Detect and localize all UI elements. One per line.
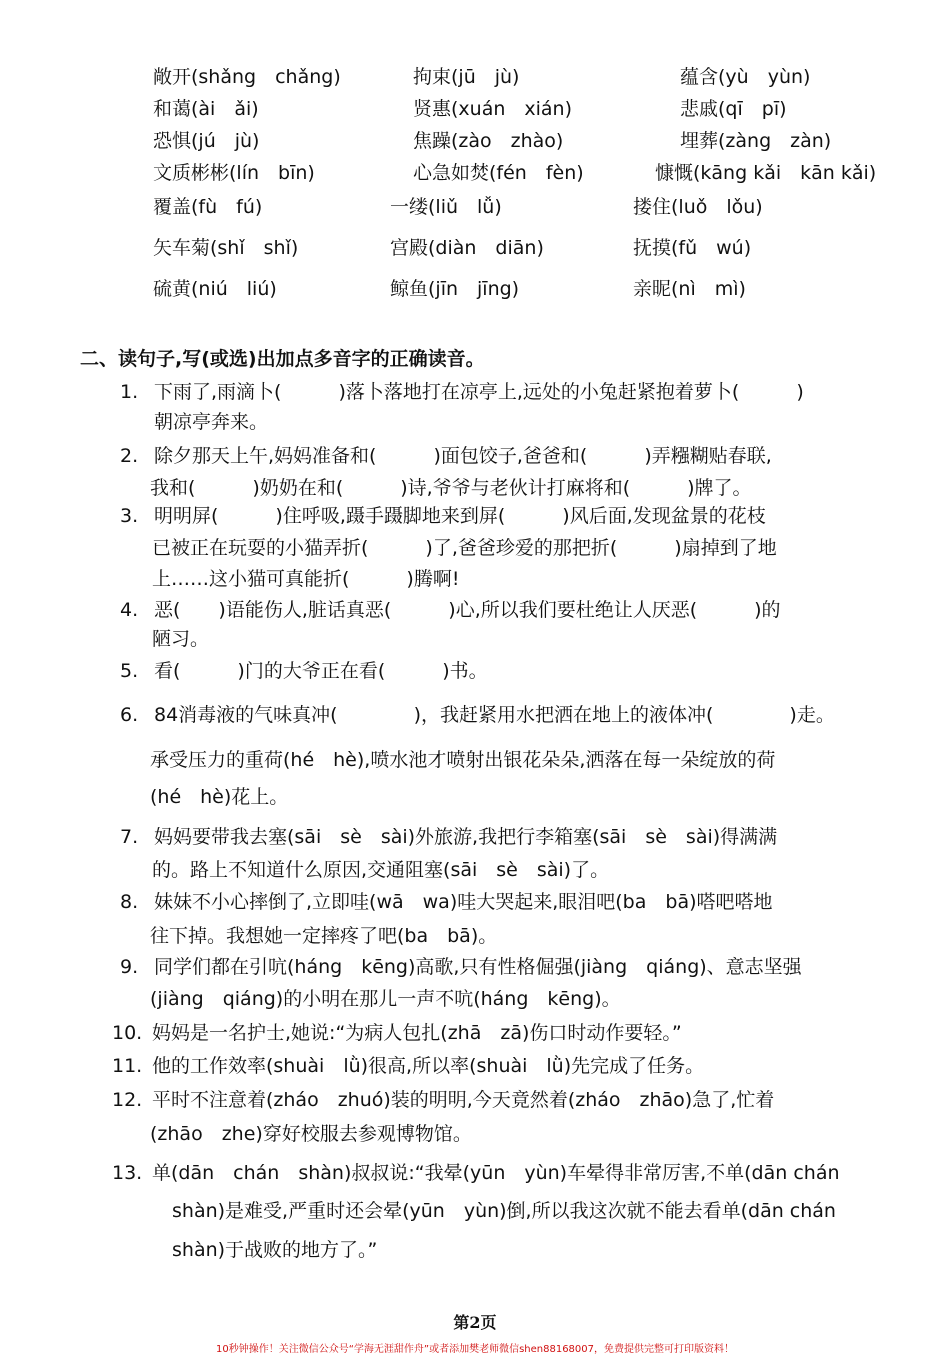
exercise-line <box>152 625 209 653</box>
exercise-line <box>112 1159 840 1187</box>
exercise-line <box>172 1236 377 1264</box>
word-item: 敞开(shǎng chǎng) <box>153 66 341 88</box>
exercise-line <box>154 408 268 436</box>
question-text: 单(dān chán shàn)叔叔说:“我晕(yūn yùn)车晕得非常厉害,不单(dān chán <box>152 1162 840 1184</box>
exercise-line <box>150 746 775 774</box>
question-text: 妈妈是一名护士,她说:“为病人包扎(zhā zā)伤口时动作要轻。” <box>152 1022 682 1044</box>
word-item: 宫殿(diàn diān) <box>390 237 544 259</box>
word-item: 硫黄(niú liú) <box>153 278 277 300</box>
word-item: 鲸鱼(jīn jīng) <box>390 278 520 300</box>
question-number: 13. <box>112 1162 143 1184</box>
word-item: 亲昵(nì mì) <box>633 278 746 300</box>
word-item: 搂住(luǒ lǒu) <box>633 196 763 218</box>
question-number: 9. <box>120 956 139 978</box>
question-text: 陋习。 <box>152 628 210 650</box>
question-text: 恶( )语能伤人,脏话真恶( )心,所以我们要杜绝让人厌恶( )的 <box>154 599 781 621</box>
word-item: 文质彬彬(lín bīn) <box>153 162 315 184</box>
exercise-line <box>150 474 752 502</box>
question-text: (jiàng qiáng)的小明在那儿一声不吭(háng kēng)。 <box>150 988 621 1010</box>
exercise-line <box>112 1086 774 1114</box>
word-item: 焦躁(zào zhào) <box>413 130 564 152</box>
question-number: 8. <box>120 891 139 913</box>
exercise-line <box>112 1052 704 1080</box>
word-item: 慷慨(kāng kǎi kān kǎi) <box>655 162 877 184</box>
question-text: 的。路上不知道什么原因,交通阻塞(sāi sè sài)了。 <box>152 859 610 881</box>
page-number: 第2页 <box>453 1313 497 1332</box>
question-text: 看( )门的大爷正在看( )书。 <box>154 660 488 682</box>
question-number: 6. <box>120 704 139 726</box>
exercise-line <box>150 783 288 811</box>
question-number: 2. <box>120 445 139 467</box>
question-text: 84消毒液的气味真冲( )，我赶紧用水把洒在地上的液体冲( )走。 <box>154 704 835 726</box>
question-text: shàn)于战败的地方了。” <box>172 1239 378 1261</box>
question-text: 已被正在玩耍的小猫弄折( )了,爸爸珍爱的那把折( )扇掉到了地 <box>152 537 777 559</box>
exercise-line <box>120 657 488 685</box>
word-item: 贤惠(xuán xián) <box>413 98 573 120</box>
exercise-line <box>120 442 772 470</box>
word-item: 拘束(jū jù) <box>413 66 520 88</box>
exercise-line <box>120 502 766 530</box>
exercise-line <box>152 534 777 562</box>
word-item: 埋葬(zàng zàn) <box>680 130 832 152</box>
question-number: 10. <box>112 1022 143 1044</box>
question-text: (zhāo zhe)穿好校服去参观博物馆。 <box>150 1123 472 1145</box>
word-item: 和蔼(ài ǎi) <box>153 98 259 120</box>
question-number: 12. <box>112 1089 143 1111</box>
question-number: 3. <box>120 505 139 527</box>
question-number: 5. <box>120 660 139 682</box>
exercise-line <box>120 378 804 406</box>
exercise-line <box>150 922 497 950</box>
exercise-line <box>120 953 802 981</box>
question-text: 同学们都在引吭(háng kēng)高歌,只有性格倔强(jiàng qiáng)、意志坚强 <box>154 956 802 978</box>
question-text: 明明屏( )住呼吸,蹑手蹑脚地来到屏( )风后面,发现盆景的花枝 <box>154 505 766 527</box>
question-text: 往下掉。我想她一定摔疼了吧(ba bā)。 <box>150 925 498 947</box>
question-text: 上……这小猫可真能折( )腾啊! <box>152 568 460 590</box>
question-text: 妹妹不小心摔倒了,立即哇(wā wa)哇大哭起来,眼泪吧(ba bā)嗒吧嗒地 <box>154 891 773 913</box>
question-number: 11. <box>112 1055 143 1077</box>
word-item: 覆盖(fù fú) <box>153 196 263 218</box>
word-item: 蕴含(yù yùn) <box>680 66 811 88</box>
question-text: (hé hè)花上。 <box>150 786 289 808</box>
question-text: 承受压力的重荷(hé hè),喷水池才喷射出银花朵朵,洒落在每一朵绽放的荷 <box>150 749 776 771</box>
question-text: 妈妈要带我去塞(sāi sè sài)外旅游,我把行李箱塞(sāi sè sài)得满满 <box>154 826 778 848</box>
question-text: 平时不注意着(zháo zhuó)装的明明,今天竟然着(zháo zhāo)急了,忙着 <box>152 1089 775 1111</box>
question-text: 除夕那天上午,妈妈准备和( )面包饺子,爸爸和( )弄糨糊贴春联, <box>154 445 772 467</box>
promo-note: 10秒钟操作！关注微信公众号“学海无涯甜作舟”或者添加樊老师微信shen88168007，免费提供完整可打印版资料！ <box>215 1344 735 1355</box>
word-item: 恐惧(jú jù) <box>153 130 260 152</box>
question-text: 下雨了,雨滴卜( )落卜落地打在凉亭上,远处的小兔赶紧抱着萝卜( ) <box>154 381 804 403</box>
question-text: 朝凉亭奔来。 <box>154 411 269 433</box>
word-item: 悲戚(qī pī) <box>680 98 787 120</box>
question-number: 4. <box>120 599 139 621</box>
exercise-line <box>112 1019 682 1047</box>
exercise-line <box>120 888 773 916</box>
exercise-line <box>172 1197 836 1225</box>
question-text: 我和( )奶奶在和( )诗,爷爷与老伙计打麻将和( )牌了。 <box>150 477 752 499</box>
exercise-line <box>120 701 835 729</box>
exercise-line <box>152 565 459 593</box>
word-item: 一缕(liǔ lǚ) <box>390 196 502 218</box>
exercise-line <box>150 985 621 1013</box>
exercise-line <box>120 596 781 624</box>
word-item: 矢车菊(shǐ shǐ) <box>153 237 299 259</box>
section-title: 二、读句子,写(或选)出加点多音字的正确读音。 <box>80 348 485 370</box>
question-number: 1. <box>120 381 139 403</box>
question-text: shàn)是难受,严重时还会晕(yūn yùn)倒,所以我这次就不能去看单(dān chán <box>172 1200 836 1222</box>
exercise-line <box>150 1120 472 1148</box>
exercise-line <box>152 856 609 884</box>
word-item: 心急如焚(fén fèn) <box>413 162 584 184</box>
exercise-line <box>120 823 777 851</box>
question-text: 他的工作效率(shuài lǜ)很高,所以率(shuài lǜ)先完成了任务。 <box>152 1055 705 1077</box>
word-item: 抚摸(fǔ wú) <box>633 237 752 259</box>
question-number: 7. <box>120 826 139 848</box>
